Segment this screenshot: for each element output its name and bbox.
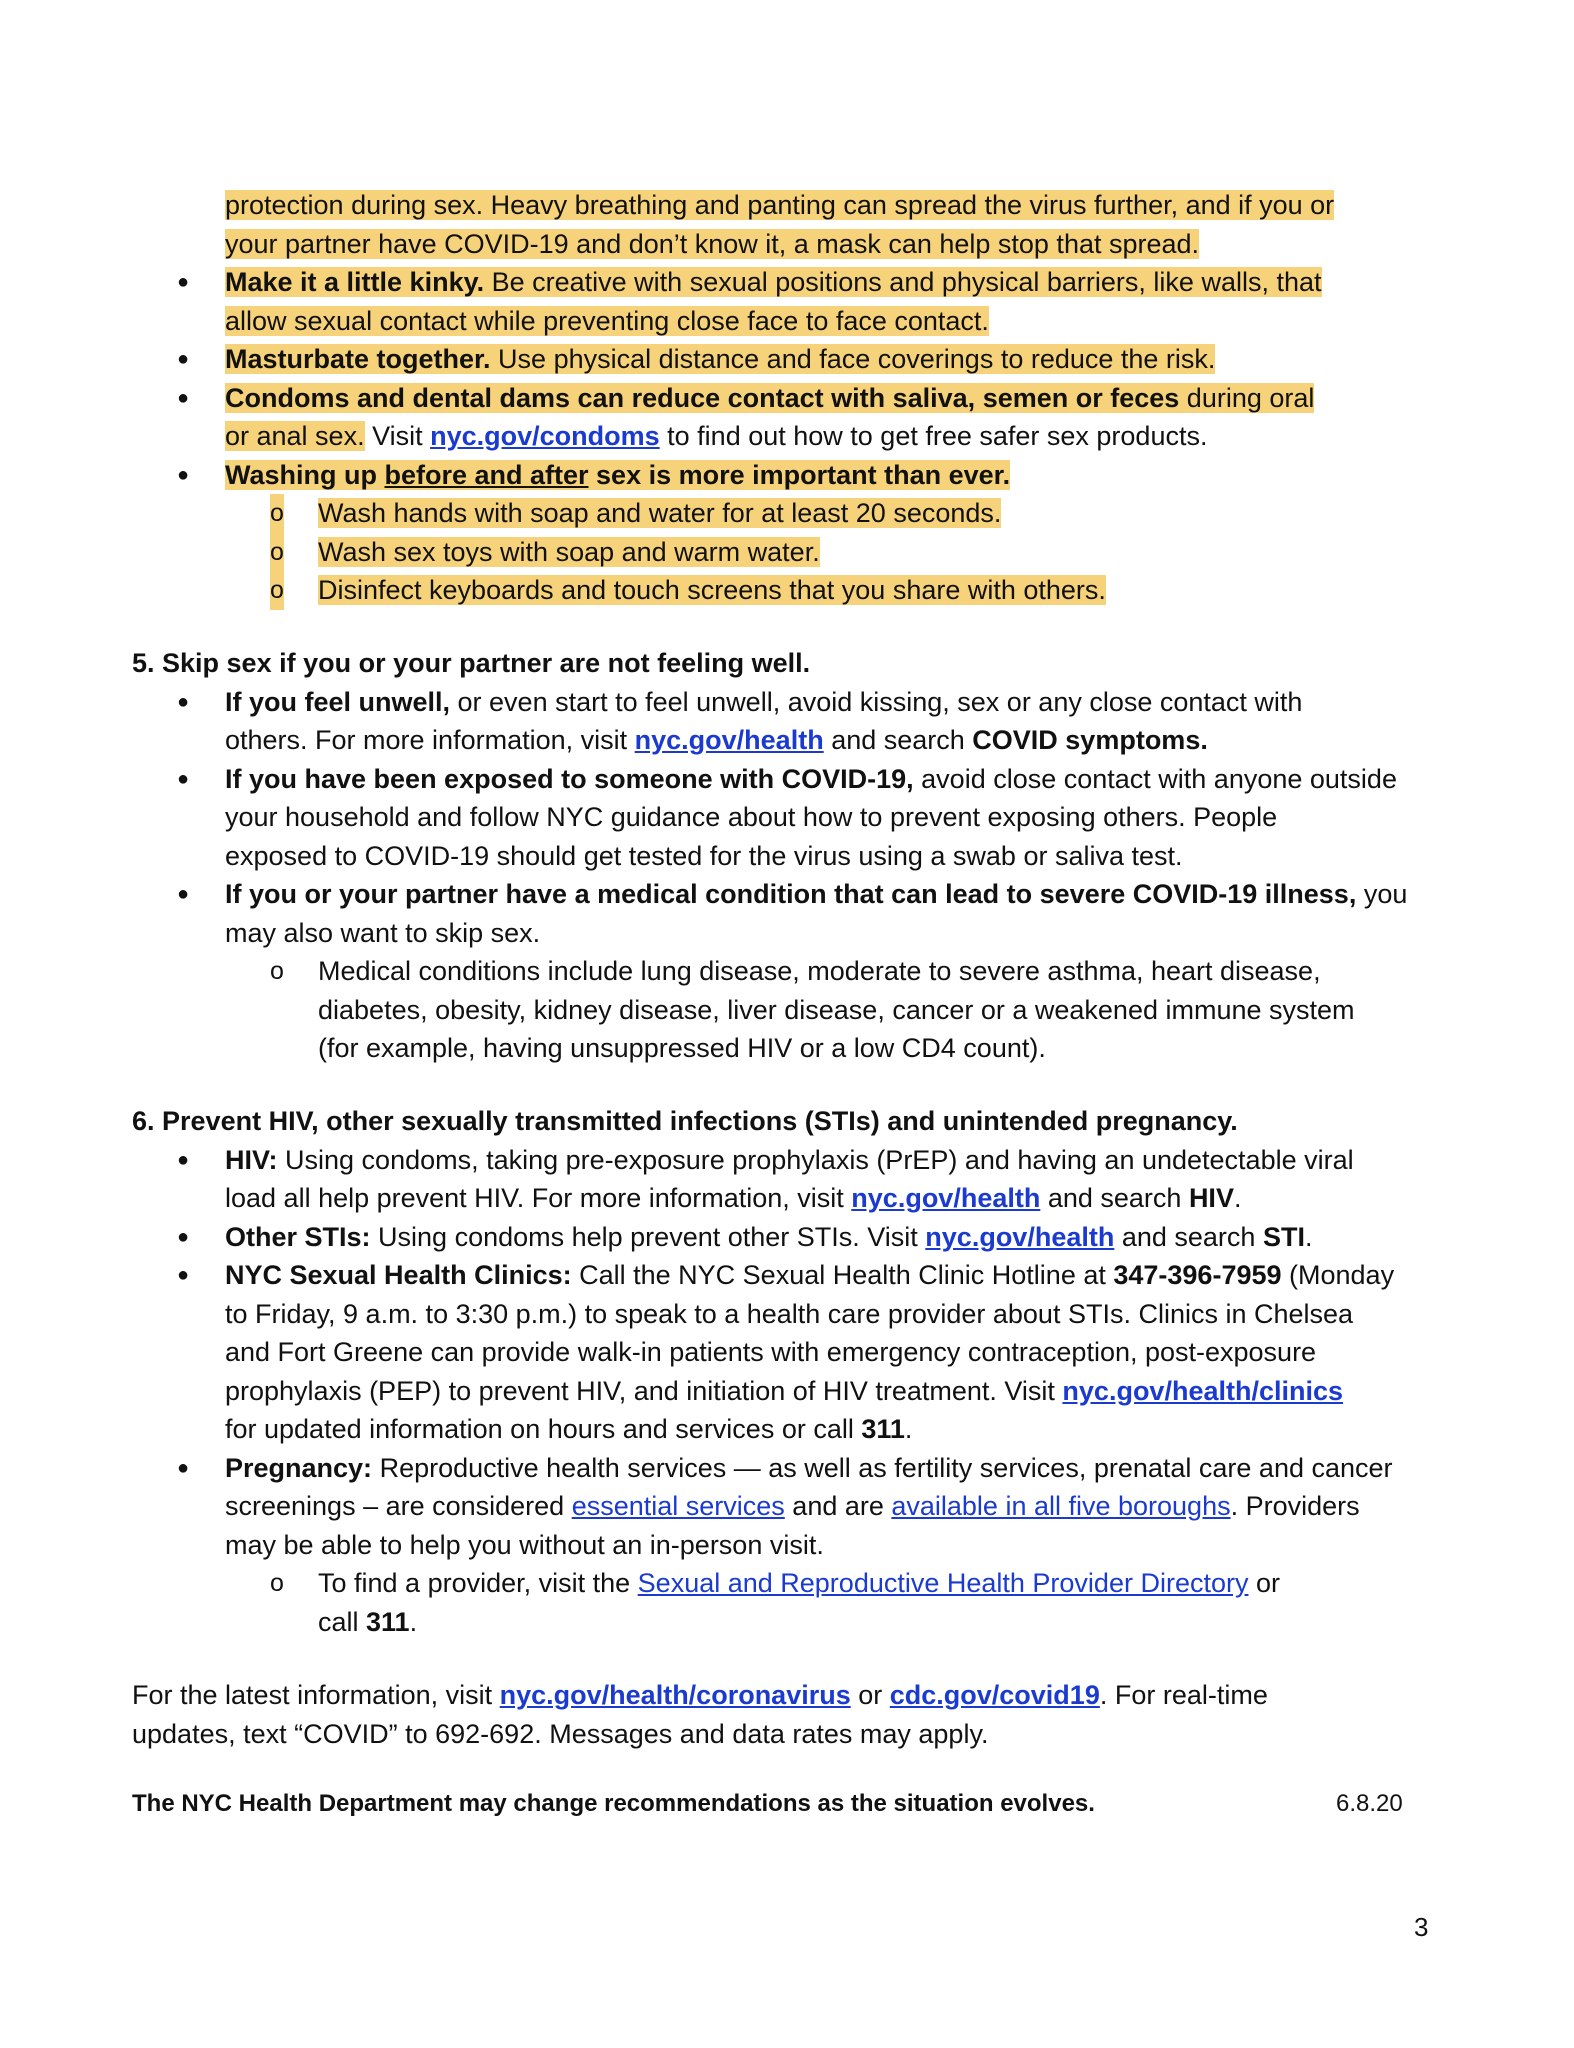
nyc-health-link[interactable]: nyc.gov/health [634,725,824,755]
bullet-icon: ● [177,767,190,790]
latest-info-paragraph [132,1676,1462,1753]
item-text: and search [1040,1183,1189,1213]
section-heading: 5. Skip sex if you or your partner are not feeling well. [132,648,811,678]
text-line [132,1487,1462,1526]
sub-item-text: To find a provider, visit the [318,1568,638,1598]
footer-date: 6.8.20 [1336,1790,1403,1817]
item-text: Using condoms, taking pre-exposure prophylaxis (PrEP) and having an undetectable viral [277,1144,1354,1175]
highlighted-text [225,383,1314,413]
item-text: for updated information on hours and services or call [225,1414,862,1444]
text-line: your household and follow NYC guidance about how to prevent exposing others. People [225,802,1278,832]
provider-directory-link[interactable]: Sexual and Reproductive Health Provider Directory [637,1568,1249,1598]
bullet-icon: ● [177,386,190,409]
list-item [132,379,1462,418]
item-text: (Monday [1281,1260,1395,1290]
text-line [132,225,1462,264]
item-text: Using condoms help prevent other STIs. Visit [370,1221,926,1252]
bold-lead: If you have been exposed to someone with COVID-19, [225,763,914,794]
text-line: and Fort Greene can provide walk-in patients with emergency contraception, post-exposure [225,1337,1317,1367]
clinics-link[interactable]: nyc.gov/health/clinics [1062,1375,1344,1406]
bullet-icon: ● [177,1264,190,1286]
item-text: avoid close contact with anyone outside [913,763,1397,794]
underlined-text: before and after [384,459,589,490]
nyc-health-link[interactable]: nyc.gov/health [851,1183,1041,1213]
bullet-icon: ● [177,271,190,293]
list-item [132,760,1462,799]
item-text: . Providers [1230,1491,1360,1521]
bold-text: STI [1262,1221,1305,1252]
bullet-icon: ● [177,1225,190,1248]
sub-item-text: Wash sex toys with soap and warm water. [318,536,820,567]
page-number: 3 [1414,1912,1429,1942]
section-5 [132,644,1462,1068]
sub-list-item [132,952,1462,991]
bold-text: 311 [861,1414,905,1444]
sub-item-text: or [1248,1568,1280,1598]
bold-lead: Make it a little kinky. [225,267,485,297]
item-text: to find out how to get free safer sex products. [659,421,1208,451]
highlighted-text [225,344,1215,374]
cdc-covid19-link[interactable]: cdc.gov/covid19 [889,1680,1100,1710]
sub-list-item [132,533,1462,572]
continued-text: protection during sex. Heavy breathing and panting can spread the virus further, and if you or [225,190,1335,220]
bold-lead: Other STIs: [225,1221,371,1252]
text-line [132,186,1462,225]
text-line [132,1410,1462,1449]
list-item [132,875,1462,914]
sub-bullet-icon: o [270,533,284,572]
text-line [132,302,1462,341]
bold-text: HIV [1188,1183,1234,1213]
bold-lead: Condoms and dental dams can reduce contact with saliva, semen or feces [225,382,1180,413]
highlighted-text [225,460,1010,490]
footer-note: The NYC Health Department may change recommendations as the situation evolves. [132,1790,1095,1817]
highlighted-text: or anal sex. [225,421,365,451]
bullet-icon: ● [177,690,190,713]
text-line [132,1179,1462,1218]
bold-text: 311 [366,1606,410,1637]
text-line: to Friday, 9 a.m. to 3:30 p.m.) to speak to a health care provider about STIs. Clinics in Chelsea [225,1298,1354,1329]
text-line [132,1603,1462,1642]
list-item [132,263,1462,302]
sub-list-item [132,571,1462,610]
condoms-link[interactable]: nyc.gov/condoms [430,421,660,451]
text-line: may be able to help you without an in-person visit. [225,1529,824,1560]
list-item [132,1218,1462,1257]
body-text: For the latest information, visit [132,1680,500,1710]
text-line [132,417,1462,456]
item-text: Use physical distance and face coverings to reduce the risk. [490,344,1216,374]
list-item [132,1449,1462,1488]
item-text: you [1356,879,1408,909]
bold-lead: If you or your partner have a medical condition that can lead to severe COVID-19 illness, [225,879,1357,909]
bullet-icon: ● [177,1456,190,1479]
sub-bullet-icon: o [270,494,284,533]
item-text: and search [823,725,973,755]
text-line: exposed to COVID-19 should get tested for the virus using a swab or saliva test. [225,840,1183,871]
sub-bullet-icon: o [270,957,284,985]
text-line: diabetes, obesity, kidney disease, liver disease, cancer or a weakened immune system [318,994,1355,1025]
text-line: may also want to skip sex. [225,917,541,948]
item-text: and are [784,1491,892,1521]
text-line: updates, text “COVID” to 692-692. Messages and data rates may apply. [132,1718,989,1749]
highlighted-text [225,267,1322,297]
bold-lead: Masturbate together. [225,344,491,374]
sub-bullet-icon: o [270,571,284,610]
text-line [132,1372,1462,1411]
sub-item-text: . [409,1606,418,1637]
body-text: or [850,1680,890,1710]
text-line [132,1676,1462,1715]
item-text: load all help prevent HIV. For more information, visit [225,1183,852,1213]
essential-services-link[interactable]: essential services [571,1491,785,1521]
section-heading: 6. Prevent HIV, other sexually transmitted infections (STIs) and unintended pregnancy. [132,1106,1238,1136]
item-text: during oral [1179,382,1315,413]
five-boroughs-link[interactable]: available in all five boroughs [891,1491,1231,1521]
item-text: Reproductive health services — as well as fertility services, prenatal care and cancer [372,1452,1393,1483]
text-line: (for example, having unsuppressed HIV or a low CD4 count). [318,1033,1046,1063]
sub-list-item [132,1564,1462,1603]
hotline-number: 347-396-7959 [1113,1260,1282,1290]
item-text: or even start to feel unwell, avoid kissing, sex or any close contact with [450,686,1303,717]
bold-lead: If you feel unwell, [225,686,451,717]
bullet-icon: ● [177,348,190,370]
bullet-icon: ● [177,463,190,486]
bold-lead: Washing up [225,459,385,490]
continued-text: your partner have COVID-19 and don’t know it, a mask can help stop that spread. [225,228,1200,259]
list-item [132,1141,1462,1180]
bold-lead: NYC Sexual Health Clinics: [225,1260,572,1290]
sub-item-text: Disinfect keyboards and touch screens that you share with others. [318,575,1106,605]
item-text: . [904,1414,913,1444]
sub-bullet-icon: o [270,1569,284,1597]
item-text: screenings – are considered [225,1491,572,1521]
sub-item-text: Wash hands with soap and water for at least 20 seconds. [318,498,1002,528]
item-text: Visit [364,421,431,451]
item-text: and search [1114,1221,1263,1252]
item-text: . [1304,1221,1313,1252]
bullet-icon: ● [177,1148,190,1171]
item-text: . [1233,1183,1242,1213]
sub-item-text: call [318,1606,367,1637]
bold-lead: HIV: [225,1144,278,1175]
section-6 [132,1102,1462,1641]
list-item [132,340,1462,379]
nyc-health-link[interactable]: nyc.gov/health [925,1221,1115,1252]
text-line [132,721,1462,760]
body-text: . For real-time [1099,1680,1268,1710]
list-item [132,683,1462,722]
item-text: prophylaxis (PEP) to prevent HIV, and initiation of HIV treatment. Visit [225,1375,1063,1406]
bold-text: COVID symptoms. [972,725,1208,755]
item-text: allow sexual contact while preventing close face to face contact. [225,305,989,336]
item-text: Call the NYC Sexual Health Clinic Hotline at [571,1260,1114,1290]
safer-sex-tips-section [132,186,1462,610]
sub-item-text: Medical conditions include lung disease, moderate to severe asthma, heart disease, [318,956,1321,986]
sub-list-item [132,494,1462,533]
bold-text: sex is more important than ever. [588,459,1011,490]
bullet-icon: ● [177,883,190,905]
list-item [132,1256,1462,1295]
item-text: others. For more information, visit [225,725,635,755]
coronavirus-link[interactable]: nyc.gov/health/coronavirus [499,1680,851,1710]
bold-lead: Pregnancy: [225,1452,373,1483]
list-item [132,456,1462,495]
item-text: Be creative with sexual positions and physical barriers, like walls, that [484,267,1322,297]
